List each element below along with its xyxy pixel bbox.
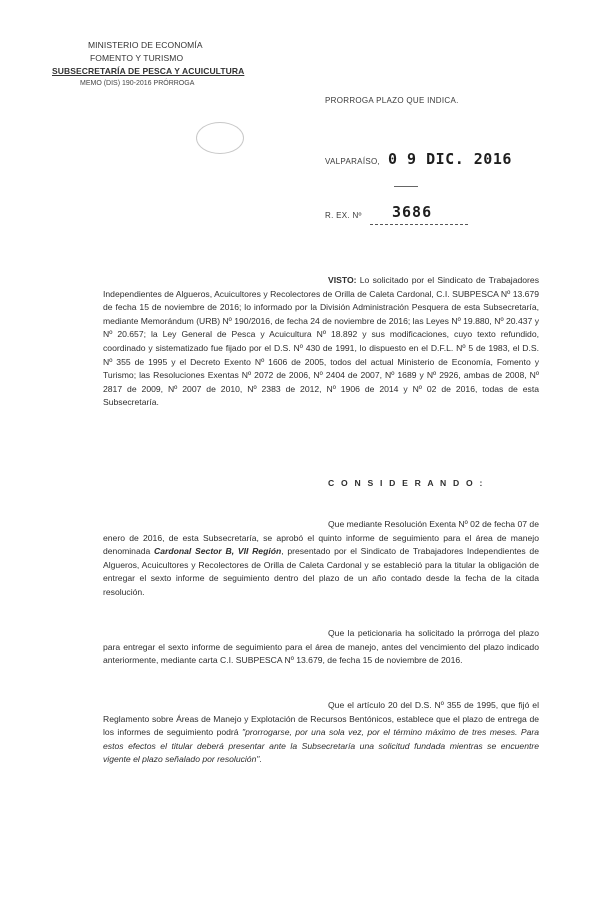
area-name: Cardonal Sector B, VII Región (154, 546, 282, 557)
subsecretaria-line: SUBSECRETARÍA DE PESCA Y ACUICULTURA (52, 66, 245, 76)
dash-marks (394, 186, 418, 188)
visto-paragraph (103, 274, 539, 410)
p2-text: Que la peticionaria ha solicitado la prórroga del plazo para entregar el sexto informe de seguimiento para el área de manejo, antes del vencimiento del plazo indicado anteriormente, mediante carta C.I. SUBPESCA Nº 13.679, de fecha 15 de noviembre de 2016. (103, 628, 539, 666)
resolution-date: 0 9 DIC. 2016 (388, 150, 512, 168)
resolution-label: R. EX. Nº (325, 211, 362, 220)
place-label: VALPARAÍSO, (325, 157, 381, 166)
regulation-quote: "prorrogarse, por una sola vez, por el término máximo de tres meses. Para estos efectos el titular deberá presentar ante la Subsecretaría una solicitud fundada mientras se encuentre vigente el plazo señalado por resolución" (103, 727, 539, 765)
p3-text-b: . (259, 754, 262, 765)
ministry-line: MINISTERIO DE ECONOMÍA (88, 40, 203, 50)
resolution-number: 3686 (392, 203, 433, 221)
considerando-heading: C O N S I D E R A N D O : (328, 478, 485, 488)
ministry-subline: FOMENTO Y TURISMO (90, 53, 184, 63)
p1-text-b: , presentado por el Sindicato de Trabajadores Independientes de Algueros, Acuicultores y Recolectores de Orilla de Caleta Cardonal y se estableció para la titular la obligación de entregar el sexto informe de seguimiento dentro del plazo de un año contado desde la fecha de la citada resolución. (103, 546, 539, 597)
p1-text-a: Que mediante Resolución Exenta Nº 02 de fecha 07 de enero de 2016, de esta Subsecretaría, se aprobó el quinto informe de seguimiento para el área de manejo denominada (103, 519, 539, 557)
p3-text-a: Que el artículo 20 del D.S. Nº 355 de 1995, que fijó el Reglamento sobre Áreas de Manejo y Explotación de Recursos Bentónicos, establece que el plazo de entrega de los informes de seguimiento podrá (103, 700, 539, 738)
considerando-paragraph-1 (103, 518, 539, 600)
considerando-paragraph-3 (103, 699, 539, 767)
visto-label: VISTO: (328, 275, 357, 285)
memo-reference: MEMO (DIS) 190-2016 PRÓRROGA (80, 80, 195, 87)
considerando-paragraph-2 (103, 627, 539, 668)
subject-line: PRORROGA PLAZO QUE INDICA. (325, 96, 459, 105)
faded-seal (196, 122, 244, 154)
visto-text: Lo solicitado por el Sindicato de Trabajadores Independientes de Algueros, Acuicultores y Recolectores de Orilla de Caleta Cardonal, C.I. SUBPESCA Nº 13.679 de fecha 15 de noviembre de 2016; lo informado por la División Administración Pesquera de esta Subsecretaría, mediante Memorándum (URB) Nº 190/2016, de fecha 24 de noviembre de 2016; las Leyes Nº 19.880, Nº 20.437 y Nº 20.657; la Ley General de Pesca y Acuicultura Nº 18.892 y sus modificaciones, cuyo texto refundido, coordinado y sistematizado fue fijado por el D.S. Nº 430 de 1991, lo dispuesto en el D.F.L. Nº 5 de 1983, el D.S. Nº 355 de 1995 y el Decreto Exento Nº 1606 de 2005, todos del actual Ministerio de Economía, Fomento y Turismo; las Resoluciones Exentas Nº 2072 de 2006, Nº 2404 de 2007, Nº 1689 y Nº 2926, ambas de 2008, Nº 2817 de 2009, Nº 2007 de 2010, Nº 2383 de 2012, Nº 1906 de 2014 y Nº 02 de 2016, todas de esta Subsecretaría. (103, 275, 539, 408)
resolution-number-underline (370, 224, 468, 225)
